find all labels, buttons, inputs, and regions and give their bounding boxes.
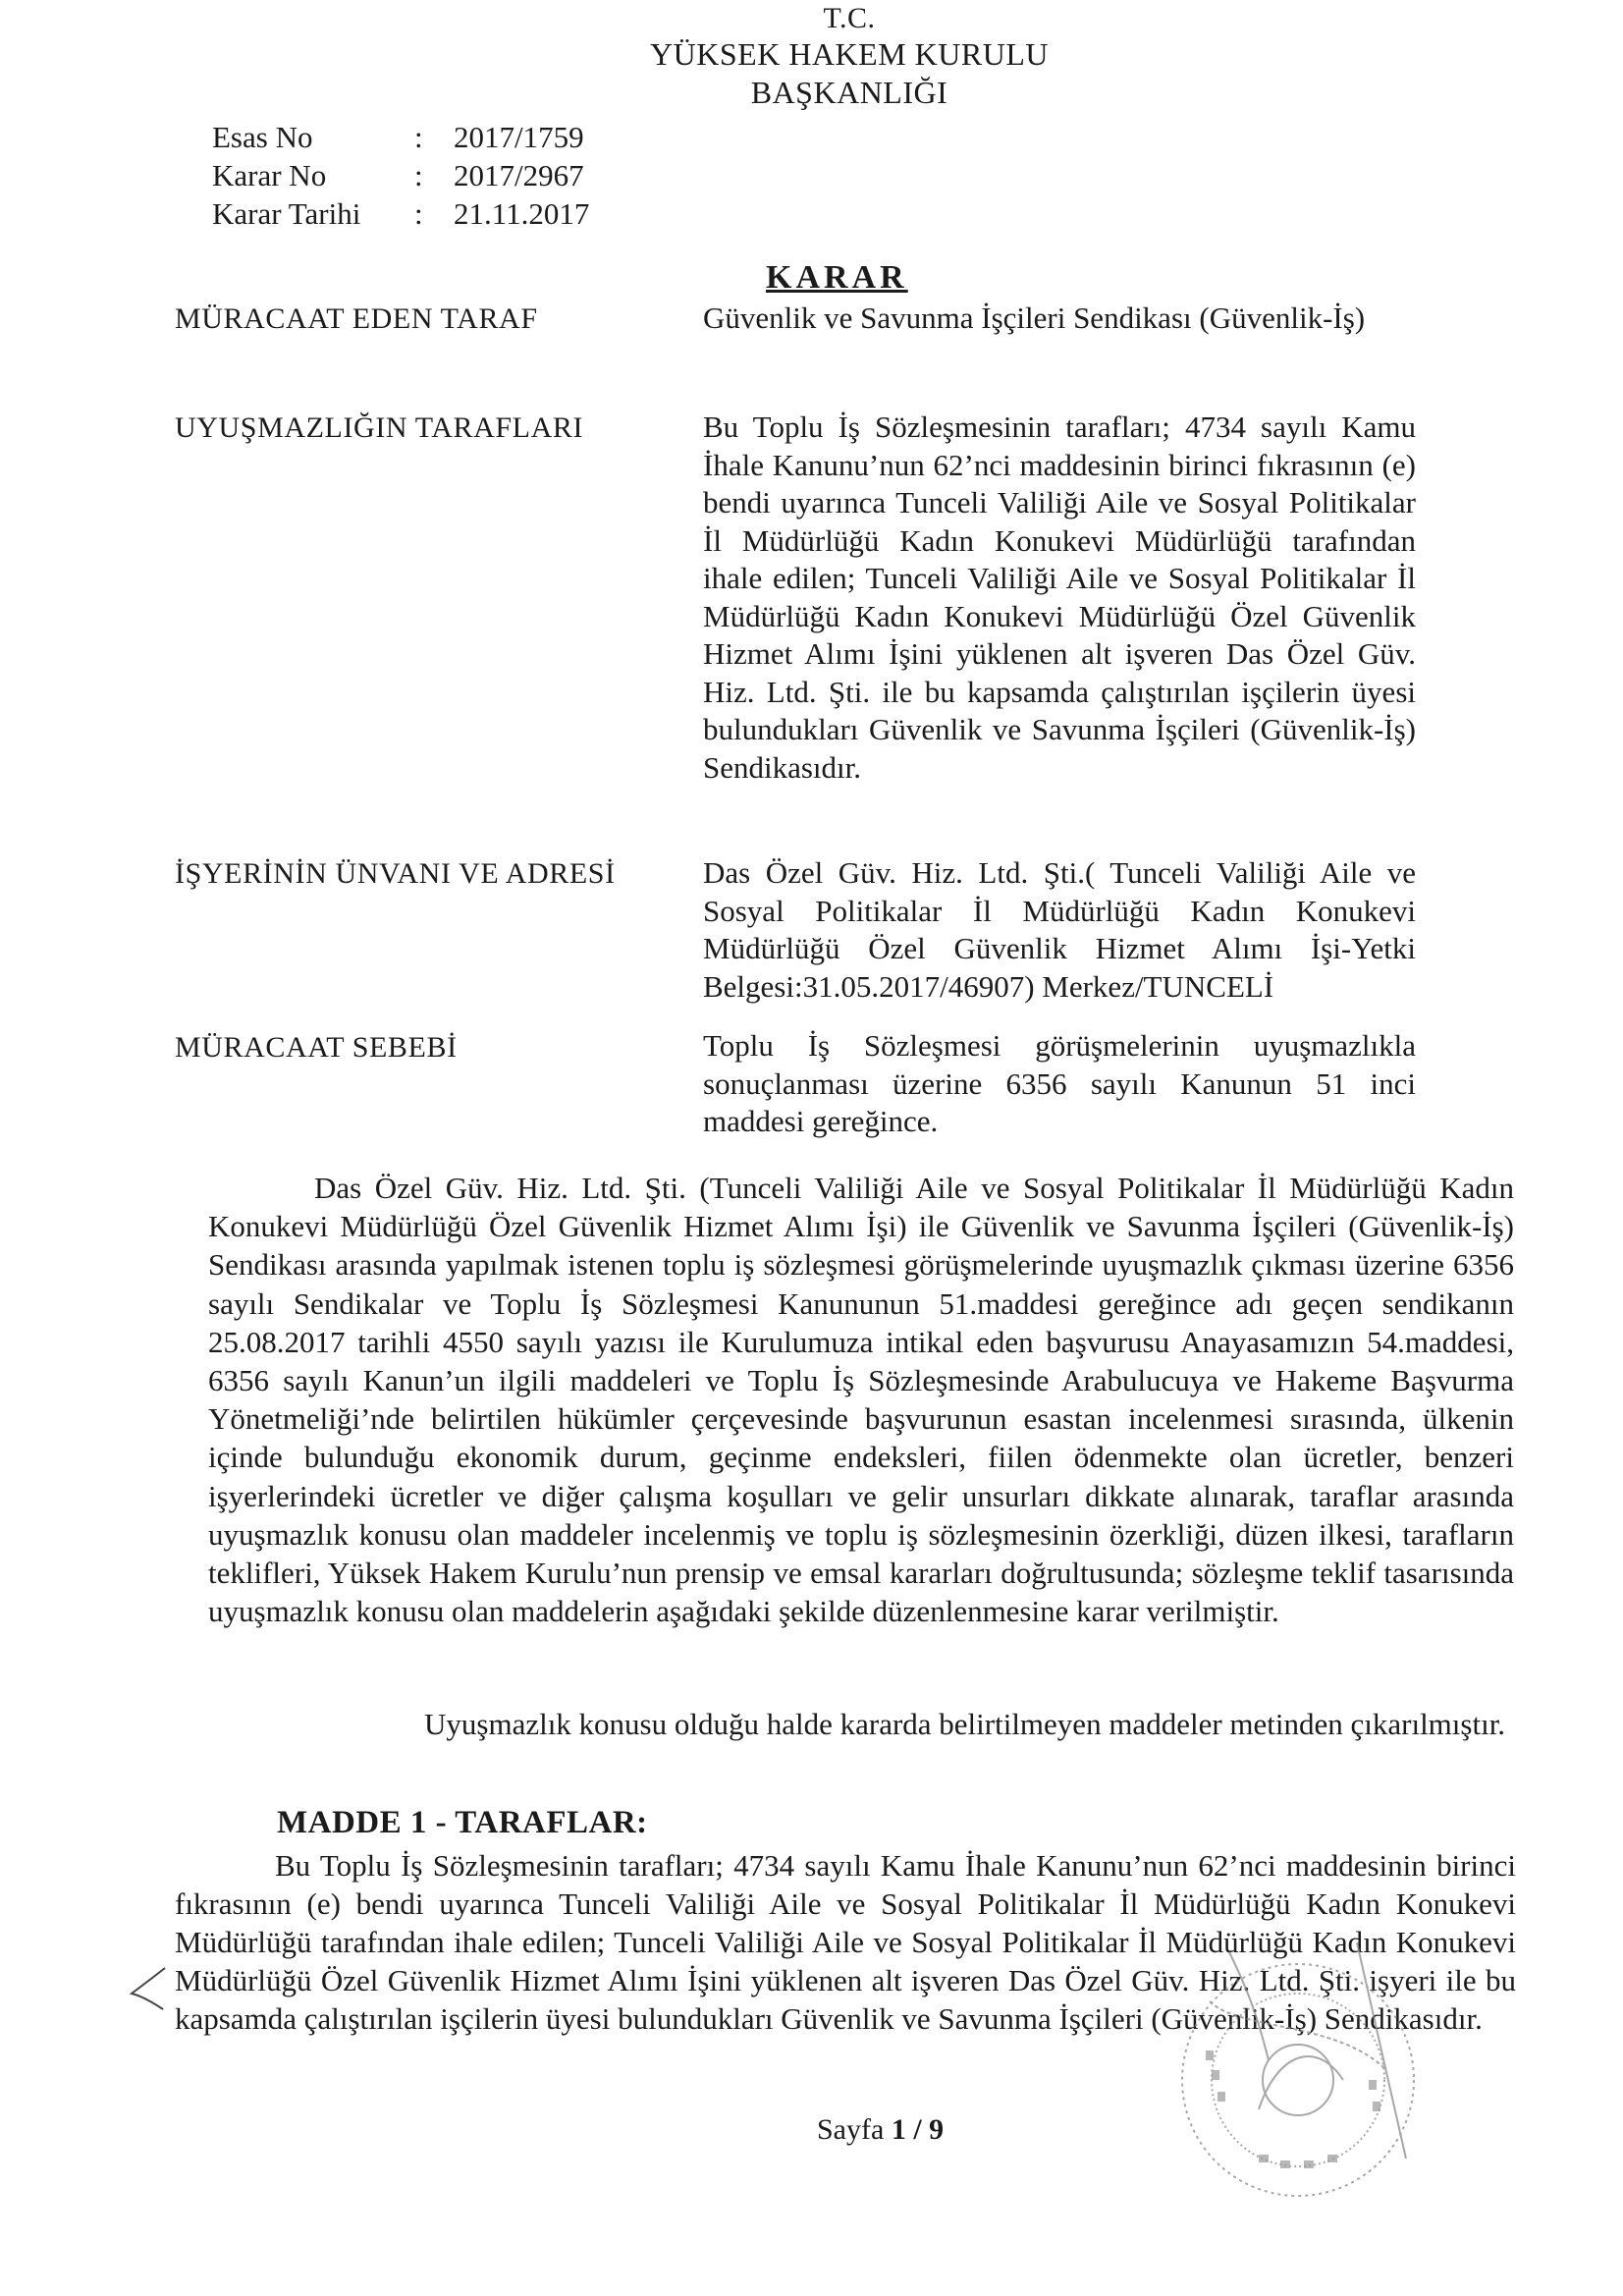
section-text-applicant: Güvenlik ve Savunma İşçileri Sendikası (Güvenlik-İş) [703,301,1366,335]
meta-row-tarih [212,194,589,233]
meta-colon: : [414,158,423,192]
meta-row-karar [212,156,589,194]
section-label-applicant: MÜRACAAT EDEN TARAF [175,302,538,335]
section-label-parties: UYUŞMAZLIĞIN TARAFLARI [175,411,584,444]
page-number: 1 / 9 [891,2113,945,2146]
page-prefix: Sayfa [817,2113,885,2146]
body-paragraph-main: Das Özel Güv. Hiz. Ltd. Şti. (Tunceli Valiliği Aile ve Sosyal Politikalar İl Müdürlüğü Kadın Konukevi Müdürlüğü Özel Güvenlik Hizmet Alımı İşi) ile Güvenlik ve Savunma İşçileri (Güvenlik-İş) Sendikası arasında yapılmak istenen toplu iş sözleşmesi görüşmelerinde uyuşmazlık çıkması üzerine 6356 sayılı Sendikalar ve Toplu İş Sözleşmesi Kanununun 51.maddesi gereğince adı geçen sendikanın 25.08.2017 tarihli 4550 sayılı yazısı ile Kurulumuza intikal eden başvurusu Anayasamızın 54.maddesi, 6356 sayılı Kanun’un ilgili maddeleri ve Toplu İş Sözleşmesinde Arabulucuya ve Hakeme Başvurma Yönetmeliği’nde belirtilen hükümler çerçevesinde başvurunun esastan incelenmesi sırasında, ülkenin içinde bulunduğu ekonomik durum, geçinme endeksleri, fiilen ödenmekte olan ücretler, benzeri işyerlerindeki ücretler ve diğer çalışma koşulları ve gelir unsurları dikkate alınarak, taraflar arasında uyuşmazlık konusu olan maddeler incelenmiş ve toplu iş sözleşmesinin özerkliği, düzen ilkesi, tarafların teklifleri, Yüksek Hakem Kurulu’nun prensip ve emsal kararları doğrultusunda; sözleşme teklif tasarısında uyuşmazlık konusu olan maddelerin aşağıdaki şekilde düzenlenmesine karar verilmiştir. [208,1171,1514,1629]
header-line-presidency: BAŞKANLIĞI [750,75,948,110]
decision-title: KARAR [766,259,908,296]
meta-value: 21.11.2017 [454,196,590,231]
initial-mark-icon [126,1964,171,2013]
official-stamp-icon [1111,1933,1465,2217]
header-line-institution: YÜKSEK HAKEM KURULU [650,36,1049,72]
meta-row-esas [212,118,589,156]
body-paragraph-removed: Uyuşmazlık konusu olduğu halde kararda belirtilmeyen maddeler metinden çıkarılmıştır. [424,1707,1506,1741]
header-line-tc: T.C. [823,2,876,34]
meta-label: Esas No [212,120,313,154]
meta-value: 2017/2967 [454,158,584,192]
meta-label: Karar No [212,158,327,192]
section-text-reason: Toplu İş Sözleşmesi görüşmelerinin uyuşmazlıkla sonuçlanması üzerine 6356 sayılı Kanunun 51 inci maddesi gereğince. [703,1028,1416,1138]
meta-value: 2017/1759 [454,120,584,154]
meta-label: Karar Tarihi [212,196,361,231]
section-label-reason: MÜRACAAT SEBEBİ [175,1031,458,1064]
article-1-text: Bu Toplu İş Sözleşmesinin tarafları; 4734 sayılı Kamu İhale Kanunu’nun 62’nci maddesinin birinci fıkrasının (e) bendi uyarınca Tunceli Valiliği Aile ve Sosyal Politikalar İl Müdürlüğü Kadın Konukevi Müdürlüğü tarafından ihale edilen; Tunceli Valiliği Aile ve Sosyal Politikalar İl Müdürlüğü Kadın Konukevi Müdürlüğü Özel Güvenlik Hizmet Alımı İşini yüklenen alt işveren Das Özel Güv. Hiz. Ltd. Şti. işyeri ile bu kapsamda çalıştırılan işçilerin üyesi bulundukları Güvenlik ve Savunma İşçileri (Güvenlik-İş) Sendikasıdır. [175,1848,1516,2036]
section-text-parties: Bu Toplu İş Sözleşmesinin tarafları; 4734 sayılı Kamu İhale Kanunu’nun 62’nci maddesinin birinci fıkrasının (e) bendi uyarınca Tunceli Valiliği Aile ve Sosyal Politikalar İl Müdürlüğü Kadın Konukevi Müdürlüğü tarafından ihale edilen; Tunceli Valiliği Aile ve Sosyal Politikalar İl Müdürlüğü Kadın Konukevi Müdürlüğü Özel Güvenlik Hizmet Alımı İşini yüklenen alt işveren Das Özel Güv. Hiz. Ltd. Şti. ile bu kapsamda çalıştırılan işçilerin üyesi bulundukları Güvenlik ve Savunma İşçileri (Güvenlik-İş) Sendikasıdır. [703,410,1416,785]
case-meta-table [212,118,589,233]
section-label-workplace: İŞYERİNİN ÜNVANI VE ADRESİ [175,857,616,890]
section-text-workplace: Das Özel Güv. Hiz. Ltd. Şti.( Tunceli Valiliği Aile ve Sosyal Politikalar İl Müdürlüğü Kadın Konukevi Müdürlüğü Özel Güvenlik Hizmet Alımı İşi-Yetki Belgesi:31.05.2017/46907) Merkez/TUNCELİ [703,855,1416,1004]
institution-header [609,2,1090,112]
meta-colon: : [414,120,423,154]
article-1-title: MADDE 1 - TARAFLAR: [277,1805,648,1840]
meta-colon: : [414,196,423,231]
page-footer [817,2113,944,2147]
